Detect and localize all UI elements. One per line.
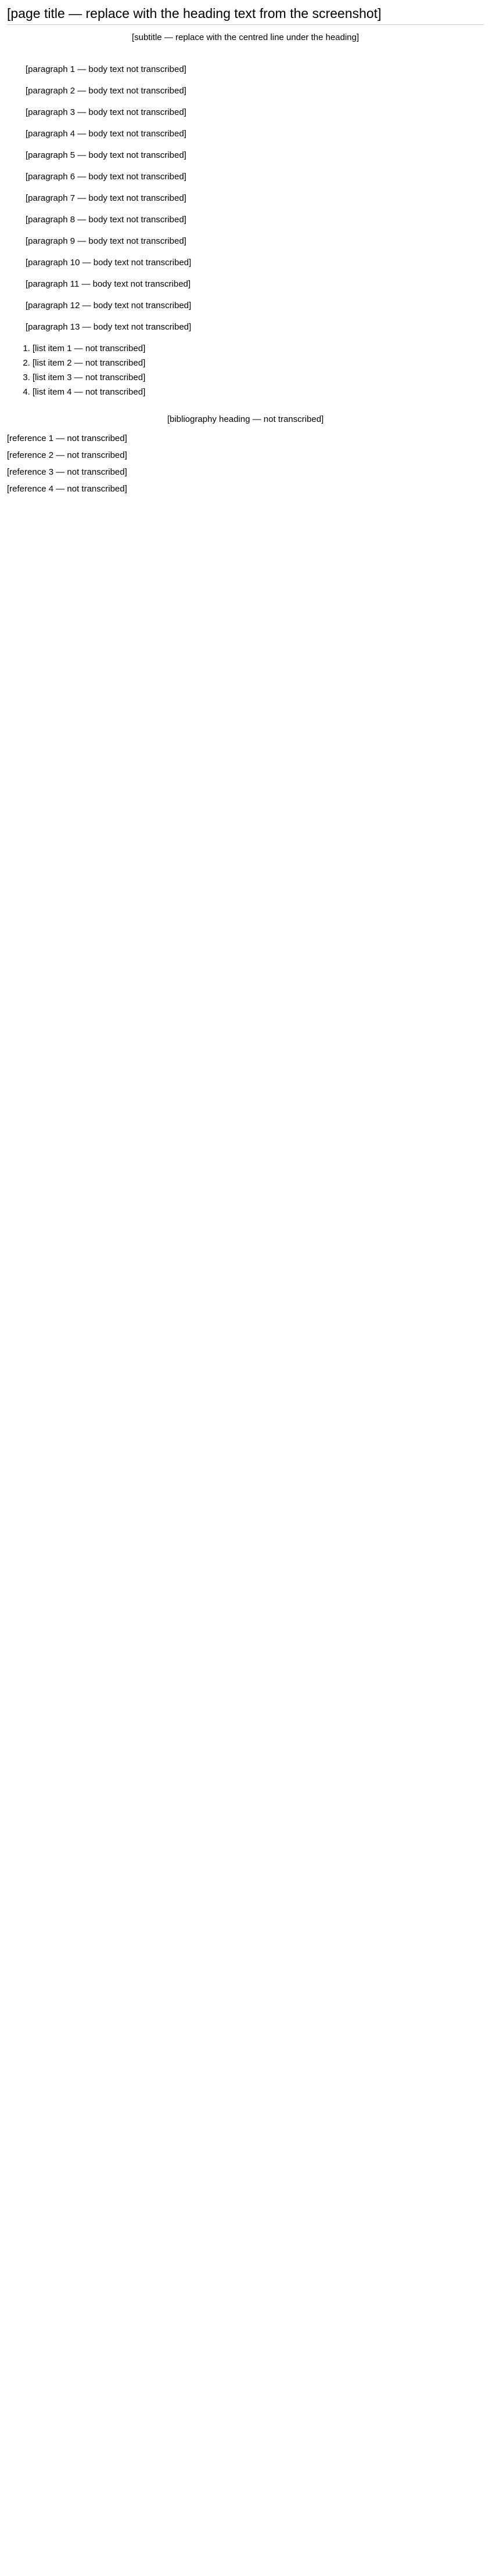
body-paragraph: [paragraph 1 — body text not transcribed] — [26, 64, 186, 74]
references-heading: [bibliography heading — not transcribed] — [167, 414, 324, 424]
list-item: 4. [list item 4 — not transcribed] — [33, 386, 484, 398]
body-paragraph: [paragraph 13 — body text not transcribed] — [26, 322, 192, 332]
numbered-list — [7, 342, 484, 398]
references-section — [7, 413, 484, 495]
article-body — [7, 63, 484, 398]
body-paragraph: [paragraph 6 — body text not transcribed] — [26, 172, 186, 182]
body-paragraph: [paragraph 12 — body text not transcribed] — [26, 301, 192, 310]
body-paragraph: [paragraph 9 — body text not transcribed] — [26, 236, 186, 246]
body-paragraph: [paragraph 11 — body text not transcribed] — [26, 279, 191, 289]
body-paragraph: [paragraph 5 — body text not transcribed] — [26, 150, 186, 160]
article-subtitle: [subtitle — replace with the centred line under the heading] — [131, 32, 360, 42]
list-item: 2. [list item 2 — not transcribed] — [33, 357, 484, 369]
reference-item: [reference 2 — not transcribed] — [7, 450, 127, 460]
body-paragraph: [paragraph 7 — body text not transcribed] — [26, 193, 186, 203]
page-title: [page title — replace with the heading text from the screenshot] — [7, 5, 484, 25]
body-paragraph: [paragraph 4 — body text not transcribed] — [26, 129, 186, 139]
reference-item: [reference 3 — not transcribed] — [7, 467, 127, 477]
body-paragraph: [paragraph 10 — body text not transcribed] — [26, 258, 192, 268]
reference-item: [reference 1 — not transcribed] — [7, 433, 127, 443]
list-item: 1. [list item 1 — not transcribed] — [33, 342, 484, 355]
reference-item: [reference 4 — not transcribed] — [7, 484, 127, 494]
body-paragraph: [paragraph 2 — body text not transcribed] — [26, 86, 186, 96]
body-paragraph: [paragraph 8 — body text not transcribed] — [26, 215, 186, 225]
list-item: 3. [list item 3 — not transcribed] — [33, 371, 484, 384]
body-paragraph: [paragraph 3 — body text not transcribed] — [26, 107, 186, 117]
